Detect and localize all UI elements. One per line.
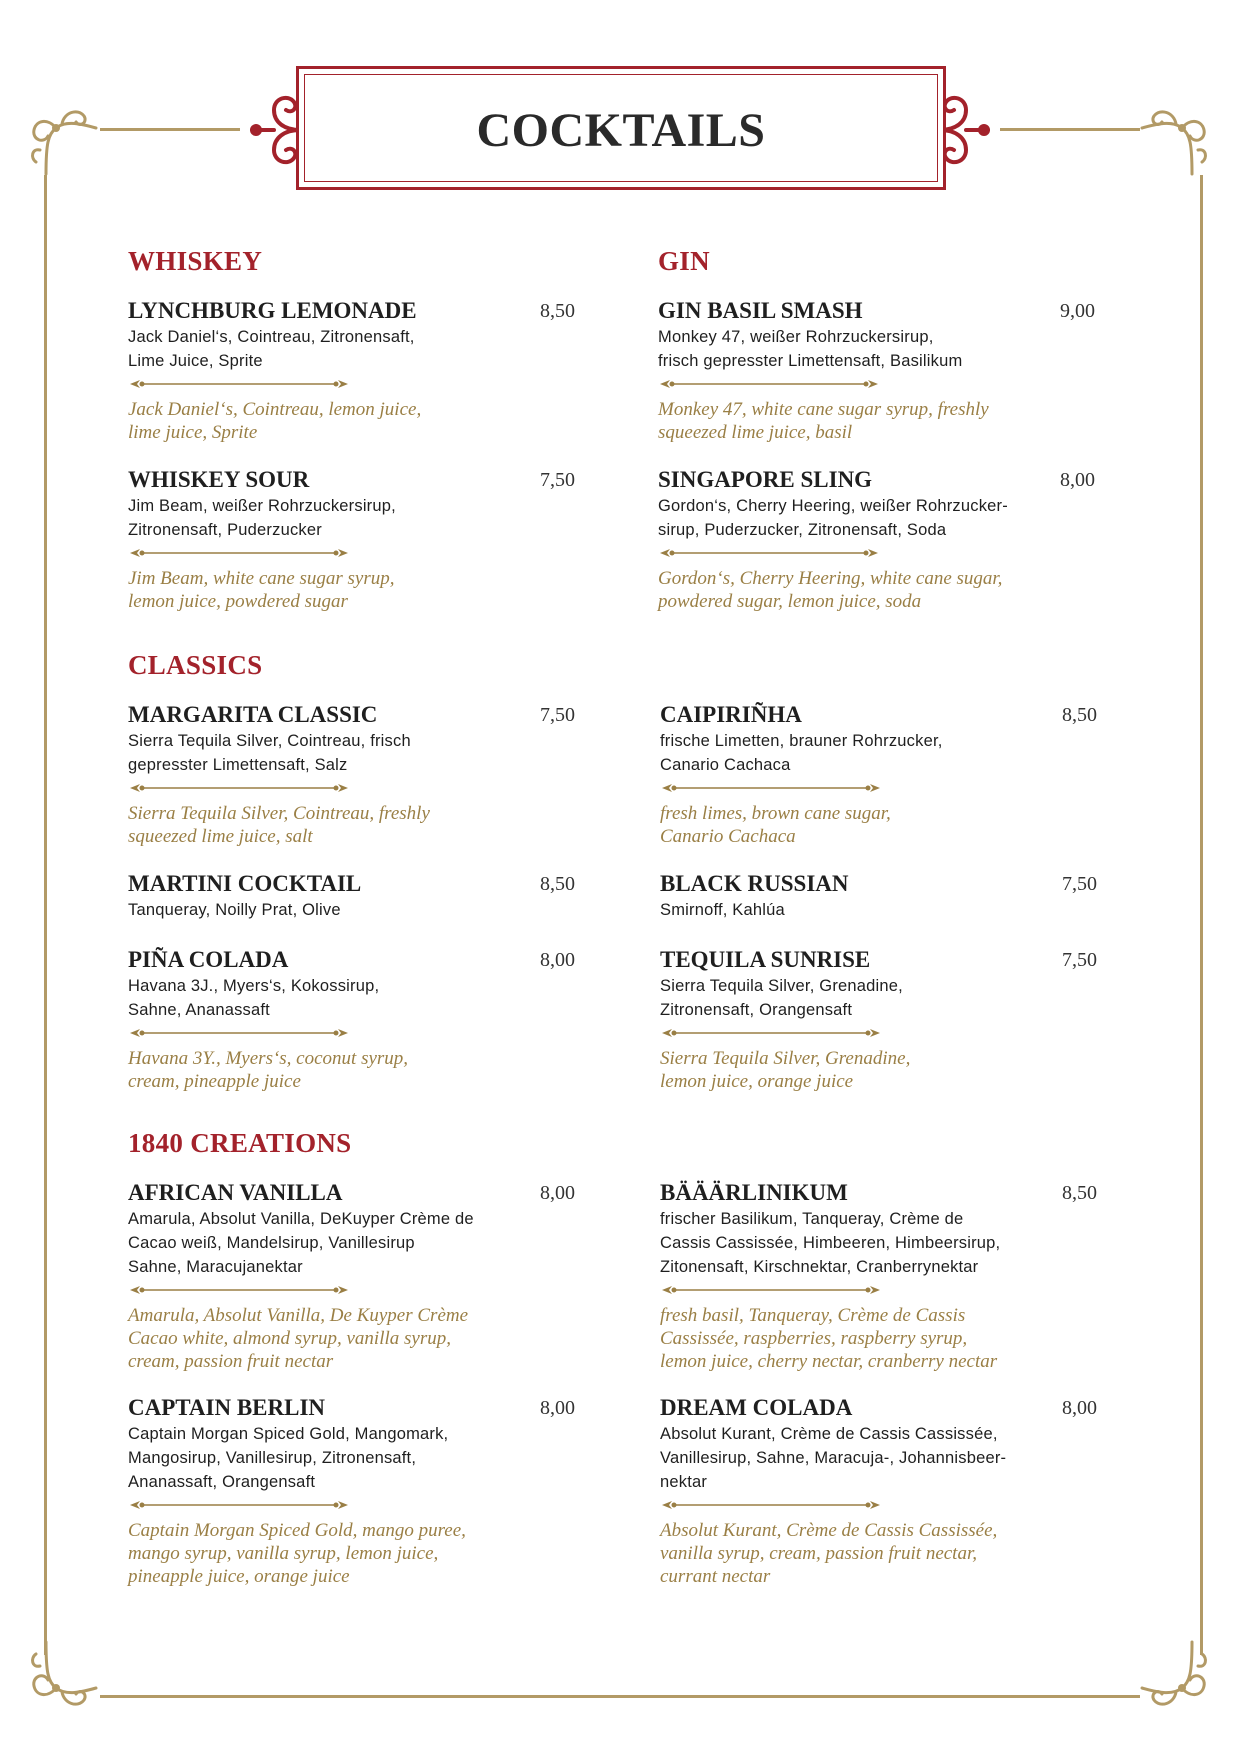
item-description-german: Jim Beam, weißer Rohrzuckersirup, Zitronensaft, Puderzucker [128, 497, 396, 539]
arrow-divider-icon [660, 1499, 882, 1511]
item-description-german: Sierra Tequila Silver, Cointreau, frisch gepresster Limettensaft, Salz [128, 732, 411, 774]
item-name: BÄÄÄRLINIKUM [660, 1180, 848, 1205]
item-name: TEQUILA SUNRISE [660, 947, 871, 972]
title-box [296, 66, 946, 190]
menu-item-tequila-sunrise [660, 947, 1097, 1093]
item-price: 8,50 [1062, 704, 1097, 726]
menu-item-caipirinha [660, 702, 1097, 848]
item-price: 8,00 [1060, 469, 1095, 491]
frame-top-left-line [100, 128, 240, 131]
item-description-german: Absolut Kurant, Crème de Cassis Cassissée, Vanillesirup, Sahne, Maracuja-, Johannisbeer- nektar [660, 1425, 1007, 1491]
item-price: 9,00 [1060, 300, 1095, 322]
item-price: 7,50 [1062, 873, 1097, 895]
menu-item-whiskey-sour [128, 467, 575, 613]
ornament-flourish-icon [1140, 1640, 1212, 1712]
item-name: CAPTAIN BERLIN [128, 1395, 326, 1420]
item-description-german: Havana 3J., Myers‘s, Kokossirup, Sahne, Ananassaft [128, 977, 380, 1019]
item-description-german: Tanqueray, Noilly Prat, Olive [128, 901, 341, 919]
item-price: 8,00 [540, 1182, 575, 1204]
menu-item-african-vanilla [128, 1180, 575, 1373]
item-price: 8,50 [1062, 1182, 1097, 1204]
arrow-divider-icon [128, 782, 350, 794]
arrow-divider-icon [128, 1284, 350, 1296]
menu-item-baeaerlinikum [660, 1180, 1097, 1373]
item-description-german: Captain Morgan Spiced Gold, Mangomark, Mangosirup, Vanillesirup, Zitronensaft, Ananassaft, Orangensaft [128, 1425, 449, 1491]
item-name: PIÑA COLADA [128, 947, 289, 972]
item-name: WHISKEY SOUR [128, 467, 310, 492]
item-price: 8,50 [540, 300, 575, 322]
arrow-divider-icon [128, 378, 350, 390]
arrow-divider-icon [658, 378, 880, 390]
item-price: 8,00 [540, 949, 575, 971]
item-description-english: Absolut Kurant, Crème de Cassis Cassissée, vanilla syrup, cream, passion fruit nectar, currant nectar [660, 1520, 998, 1587]
item-description-german: Gordon‘s, Cherry Heering, weißer Rohrzucker- sirup, Puderzucker, Zitronensaft, Soda [658, 497, 1008, 539]
item-name: GIN BASIL SMASH [658, 298, 863, 323]
item-description-english: Sierra Tequila Silver, Cointreau, freshly squeezed lime juice, salt [128, 803, 430, 847]
arrow-divider-icon [660, 1027, 882, 1039]
item-price: 7,50 [540, 704, 575, 726]
menu-item-gin-basil-smash [658, 298, 1095, 444]
item-name: LYNCHBURG LEMONADE [128, 298, 417, 323]
item-description-german: Smirnoff, Kahlúa [660, 901, 785, 919]
item-description-german: Monkey 47, weißer Rohrzuckersirup, frisch gepresster Limettensaft, Basilikum [658, 328, 963, 370]
item-description-german: frische Limetten, brauner Rohrzucker, Canario Cachaca [660, 732, 943, 774]
item-price: 7,50 [1062, 949, 1097, 971]
frame-bottom-border [100, 1695, 1140, 1698]
menu-item-martini-cocktail [128, 871, 575, 922]
item-description-english: Monkey 47, white cane sugar syrup, freshly squeezed lime juice, basil [658, 399, 989, 443]
item-name: MARTINI COCKTAIL [128, 871, 362, 896]
item-name: MARGARITA CLASSIC [128, 702, 378, 727]
item-description-english: Jim Beam, white cane sugar syrup, lemon juice, powdered sugar [128, 568, 395, 612]
item-name: CAIPIRIÑHA [660, 702, 802, 727]
menu-item-singapore-sling [658, 467, 1095, 613]
item-name: DREAM COLADA [660, 1395, 853, 1420]
item-description-german: frischer Basilikum, Tanqueray, Crème de Cassis Cassissée, Himbeeren, Himbeersirup, Zitonensaft, Kirschnektar, Cranberrynektar [660, 1210, 1001, 1276]
item-price: 8,00 [1062, 1397, 1097, 1419]
section-heading-classics: CLASSICS [128, 650, 263, 680]
item-description-english: fresh basil, Tanqueray, Crème de Cassis Cassissée, raspberries, raspberry syrup, lemon juice, cherry nectar, cranberry nectar [660, 1305, 998, 1372]
item-price: 7,50 [540, 469, 575, 491]
item-name: BLACK RUSSIAN [660, 871, 849, 896]
arrow-divider-icon [128, 547, 350, 559]
item-description-english: Captain Morgan Spiced Gold, mango puree, mango syrup, vanilla syrup, lemon juice, pineapple juice, orange juice [128, 1520, 466, 1587]
item-name: SINGAPORE SLING [658, 467, 873, 492]
item-description-english: Sierra Tequila Silver, Grenadine, lemon juice, orange juice [660, 1048, 911, 1092]
menu-item-pina-colada [128, 947, 575, 1093]
item-price: 8,50 [540, 873, 575, 895]
arrow-divider-icon [658, 547, 880, 559]
item-description-german: Jack Daniel‘s, Cointreau, Zitronensaft, Lime Juice, Sprite [128, 328, 415, 370]
item-description-english: Jack Daniel‘s, Cointreau, lemon juice, lime juice, Sprite [128, 399, 422, 443]
menu-item-captain-berlin [128, 1395, 575, 1588]
frame-top-right-line [1000, 128, 1140, 131]
menu-item-margarita-classic [128, 702, 575, 848]
ornament-flourish-icon [26, 1640, 98, 1712]
item-price: 8,00 [540, 1397, 575, 1419]
section-heading-1840-creations: 1840 CREATIONS [128, 1128, 352, 1158]
frame-left-border [44, 175, 47, 1655]
section-heading-gin: GIN [658, 246, 710, 276]
arrow-divider-icon [128, 1499, 350, 1511]
frame-right-border [1200, 175, 1203, 1655]
menu-item-black-russian [660, 871, 1097, 922]
arrow-divider-icon [128, 1027, 350, 1039]
item-description-english: Amarula, Absolut Vanilla, De Kuyper Crème Cacao white, almond syrup, vanilla syrup, cream, passion fruit nectar [128, 1305, 469, 1372]
item-description-german: Sierra Tequila Silver, Grenadine, Zitronensaft, Orangensaft [660, 977, 903, 1019]
ornament-flourish-icon [1140, 104, 1212, 176]
item-description-german: Amarula, Absolut Vanilla, DeKuyper Crème de Cacao weiß, Mandelsirup, Vanillesirup Sahne, Maracujanektar [128, 1210, 474, 1276]
menu-item-lynchburg-lemonade [128, 298, 575, 444]
arrow-divider-icon [660, 782, 882, 794]
item-description-english: Havana 3Y., Myers‘s, coconut syrup, cream, pineapple juice [128, 1048, 409, 1092]
item-description-english: Gordon‘s, Cherry Heering, white cane sugar, powdered sugar, lemon juice, soda [658, 568, 1003, 612]
item-name: AFRICAN VANILLA [128, 1180, 343, 1205]
ornament-flourish-icon [26, 104, 98, 176]
page-title: COCKTAILS [476, 104, 766, 157]
item-description-english: fresh limes, brown cane sugar, Canario Cachaca [660, 803, 891, 847]
section-heading-whiskey: WHISKEY [128, 246, 263, 276]
arrow-divider-icon [660, 1284, 882, 1296]
menu-item-dream-colada [660, 1395, 1097, 1588]
